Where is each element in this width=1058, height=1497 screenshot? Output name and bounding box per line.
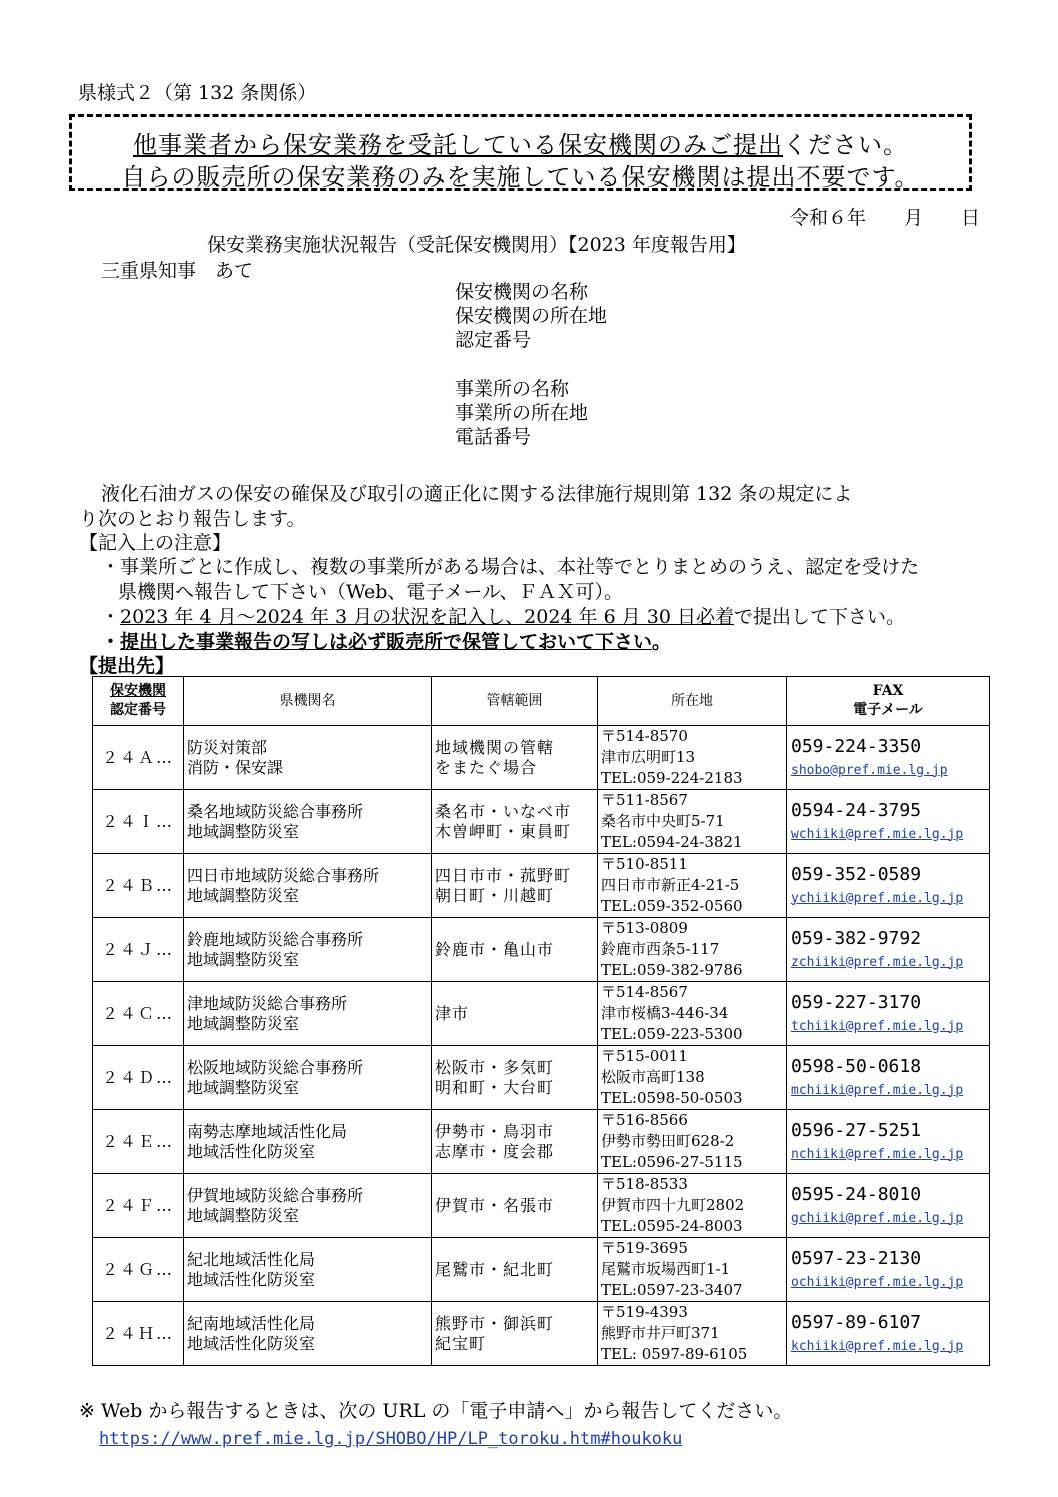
header-address: 所在地 xyxy=(598,677,787,726)
agency-address: 〒511-8567 桑名市中央町5-71 TEL:0594-24-3821 xyxy=(598,790,787,854)
table-row xyxy=(93,1046,990,1110)
header-area: 管轄範囲 xyxy=(432,677,598,726)
email-link[interactable]: zchiiki@pref.mie.lg.jp xyxy=(791,954,964,970)
cert-code: ２４Ａ… xyxy=(93,726,184,790)
header-fax-email: FAX 電子メール xyxy=(787,677,990,726)
cert-code: ２４Ｂ… xyxy=(93,854,184,918)
table-row xyxy=(93,726,990,790)
email-link[interactable]: tchiiki@pref.mie.lg.jp xyxy=(791,1018,964,1034)
note-3: ・提出した事業報告の写しは必ず販売所で保管しておいて下さい。 xyxy=(101,631,672,653)
notice-line-2: 自らの販売所の保安業務のみを実施している保安機関は提出不要です。 xyxy=(121,163,920,191)
report-url-link[interactable]: https://www.pref.mie.lg.jp/SHOBO/HP/LP_toroku.htm#houkoku xyxy=(99,1429,683,1449)
agency-name: 桑名地域防災総合事務所 地域調整防災室 xyxy=(184,790,432,854)
web-note: ※ Web から報告するときは、次の URL の「電子申請へ」から報告してください。 xyxy=(79,1400,793,1422)
agency-address: 〒519-4393 熊野市井戸町371 TEL: 0597-89-6105 xyxy=(598,1302,787,1366)
email-link[interactable]: mchiiki@pref.mie.lg.jp xyxy=(791,1082,964,1098)
jurisdiction: 伊賀市・名張市 xyxy=(432,1174,598,1238)
agency-address: 〒514-8567 津市桜橋3-446-34 TEL:059-223-5300 xyxy=(598,982,787,1046)
form-label: 県様式２（第 132 条関係） xyxy=(78,82,317,104)
cert-code: ２４Ｃ… xyxy=(93,982,184,1046)
fax-email: 0597-23-2130 ochiiki@pref.mie.lg.jp xyxy=(787,1238,990,1302)
field-office-name: 事業所の名称 xyxy=(455,378,570,400)
table-row xyxy=(93,854,990,918)
cert-code: ２４Ｅ… xyxy=(93,1110,184,1174)
report-title: 保安業務実施状況報告（受託保安機関用）【2023 年度報告用】 xyxy=(207,234,746,256)
agency-name: 紀北地域活性化局 地域活性化防災室 xyxy=(184,1238,432,1302)
fax-email: 059-382-9792 zchiiki@pref.mie.lg.jp xyxy=(787,918,990,982)
cert-code: ２４Ｈ… xyxy=(93,1302,184,1366)
body-line-1: 液化石油ガスの保安の確保及び取引の適正化に関する法律施行規則第 132 条の規定によ xyxy=(101,483,853,505)
agency-address: 〒518-8533 伊賀市四十九町2802 TEL:0595-24-8003 xyxy=(598,1174,787,1238)
jurisdiction: 熊野市・御浜町 紀宝町 xyxy=(432,1302,598,1366)
fax-email: 0594-24-3795 wchiiki@pref.mie.lg.jp xyxy=(787,790,990,854)
note-1-line-2: 県機関へ報告して下さい（Web、電子メール、ＦＡＸ可）。 xyxy=(118,581,623,603)
header-code: 保安機関 認定番号 xyxy=(93,677,184,726)
agency-name: 津地域防災総合事務所 地域調整防災室 xyxy=(184,982,432,1046)
note-1-line-1: ・事業所ごとに作成し、複数の事業所がある場合は、本社等でとりまとめのうえ、認定を受けた xyxy=(101,556,920,578)
table-header-row xyxy=(93,677,990,726)
fax-email: 0595-24-8010 gchiiki@pref.mie.lg.jp xyxy=(787,1174,990,1238)
cert-code: ２４Ｇ… xyxy=(93,1238,184,1302)
email-link[interactable]: ychiiki@pref.mie.lg.jp xyxy=(791,890,964,906)
cert-code: ２４Ｄ… xyxy=(93,1046,184,1110)
submission-table xyxy=(92,676,990,1366)
agency-address: 〒510-8511 四日市市新正4-21-5 TEL:059-352-0560 xyxy=(598,854,787,918)
jurisdiction: 津市 xyxy=(432,982,598,1046)
agency-address: 〒514-8570 津市広明町13 TEL:059-224-2183 xyxy=(598,726,787,790)
table-row xyxy=(93,918,990,982)
body-line-2: り次のとおり報告します。 xyxy=(79,508,306,530)
agency-name: 南勢志摩地域活性化局 地域活性化防災室 xyxy=(184,1110,432,1174)
jurisdiction: 桑名市・いなべ市 木曽岬町・東員町 xyxy=(432,790,598,854)
agency-address: 〒519-3695 尾鷲市坂場西町1-1 TEL:0597-23-3407 xyxy=(598,1238,787,1302)
fax-email: 059-227-3170 tchiiki@pref.mie.lg.jp xyxy=(787,982,990,1046)
agency-name: 伊賀地域防災総合事務所 地域調整防災室 xyxy=(184,1174,432,1238)
field-org-address: 保安機関の所在地 xyxy=(455,305,608,327)
notes-heading: 【記入上の注意】 xyxy=(79,532,232,554)
jurisdiction: 尾鷲市・紀北町 xyxy=(432,1238,598,1302)
table-row xyxy=(93,1174,990,1238)
cert-code: ２４Ｊ… xyxy=(93,918,184,982)
notice-line-1: 他事業者から保安業務を受託している保安機関のみご提出ください。 xyxy=(133,131,908,159)
agency-name: 松阪地域防災総合事務所 地域調整防災室 xyxy=(184,1046,432,1110)
field-office-address: 事業所の所在地 xyxy=(455,402,589,424)
notice-box xyxy=(69,114,972,191)
jurisdiction: 鈴鹿市・亀山市 xyxy=(432,918,598,982)
date-line: 令和６年 月 日 xyxy=(789,207,980,229)
office-fields xyxy=(455,377,588,449)
fax-email: 059-352-0589 ychiiki@pref.mie.lg.jp xyxy=(787,854,990,918)
cert-code: ２４Ｆ… xyxy=(93,1174,184,1238)
cert-code: ２４Ｉ… xyxy=(93,790,184,854)
email-link[interactable]: wchiiki@pref.mie.lg.jp xyxy=(791,826,964,842)
field-org-name: 保安機関の名称 xyxy=(455,281,589,303)
table-row xyxy=(93,1238,990,1302)
email-link[interactable]: nchiiki@pref.mie.lg.jp xyxy=(791,1146,964,1162)
email-link[interactable]: shobo@pref.mie.lg.jp xyxy=(791,762,948,778)
field-cert-number: 認定番号 xyxy=(455,329,532,351)
jurisdiction: 四日市市・菰野町 朝日町・川越町 xyxy=(432,854,598,918)
table-row xyxy=(93,1110,990,1174)
fax-email: 059-224-3350 shobo@pref.mie.lg.jp xyxy=(787,726,990,790)
field-phone-number: 電話番号 xyxy=(455,426,532,448)
submit-heading: 【提出先】 xyxy=(79,655,175,677)
agency-name: 防災対策部 消防・保安課 xyxy=(184,726,432,790)
fax-email: 0598-50-0618 mchiiki@pref.mie.lg.jp xyxy=(787,1046,990,1110)
agency-name: 紀南地域活性化局 地域活性化防災室 xyxy=(184,1302,432,1366)
table-row xyxy=(93,1302,990,1366)
fax-email: 0596-27-5251 nchiiki@pref.mie.lg.jp xyxy=(787,1110,990,1174)
email-link[interactable]: gchiiki@pref.mie.lg.jp xyxy=(791,1210,964,1226)
agency-address: 〒516-8566 伊勢市勢田町628-2 TEL:0596-27-5115 xyxy=(598,1110,787,1174)
email-link[interactable]: kchiiki@pref.mie.lg.jp xyxy=(791,1338,964,1354)
addressee: 三重県知事 あて xyxy=(101,260,254,282)
agency-address: 〒513-0809 鈴鹿市西条5-117 TEL:059-382-9786 xyxy=(598,918,787,982)
jurisdiction: 伊勢市・鳥羽市 志摩市・度会郡 xyxy=(432,1110,598,1174)
agency-name: 四日市地域防災総合事務所 地域調整防災室 xyxy=(184,854,432,918)
agency-address: 〒515-0011 松阪市高町138 TEL:0598-50-0503 xyxy=(598,1046,787,1110)
org-fields xyxy=(455,280,607,352)
header-org: 県機関名 xyxy=(184,677,432,726)
jurisdiction: 松阪市・多気町 明和町・大台町 xyxy=(432,1046,598,1110)
agency-name: 鈴鹿地域防災総合事務所 地域調整防災室 xyxy=(184,918,432,982)
jurisdiction: 地域機関の管轄 をまたぐ場合 xyxy=(432,726,598,790)
table-row xyxy=(93,982,990,1046)
fax-email: 0597-89-6107 kchiiki@pref.mie.lg.jp xyxy=(787,1302,990,1366)
table-row xyxy=(93,790,990,854)
note-2: ・2023 年 4 月～2024 年 3 月の状況を記入し、2024 年 6 月 30 日必着で提出して下さい。 xyxy=(101,606,905,628)
email-link[interactable]: ochiiki@pref.mie.lg.jp xyxy=(791,1274,964,1290)
